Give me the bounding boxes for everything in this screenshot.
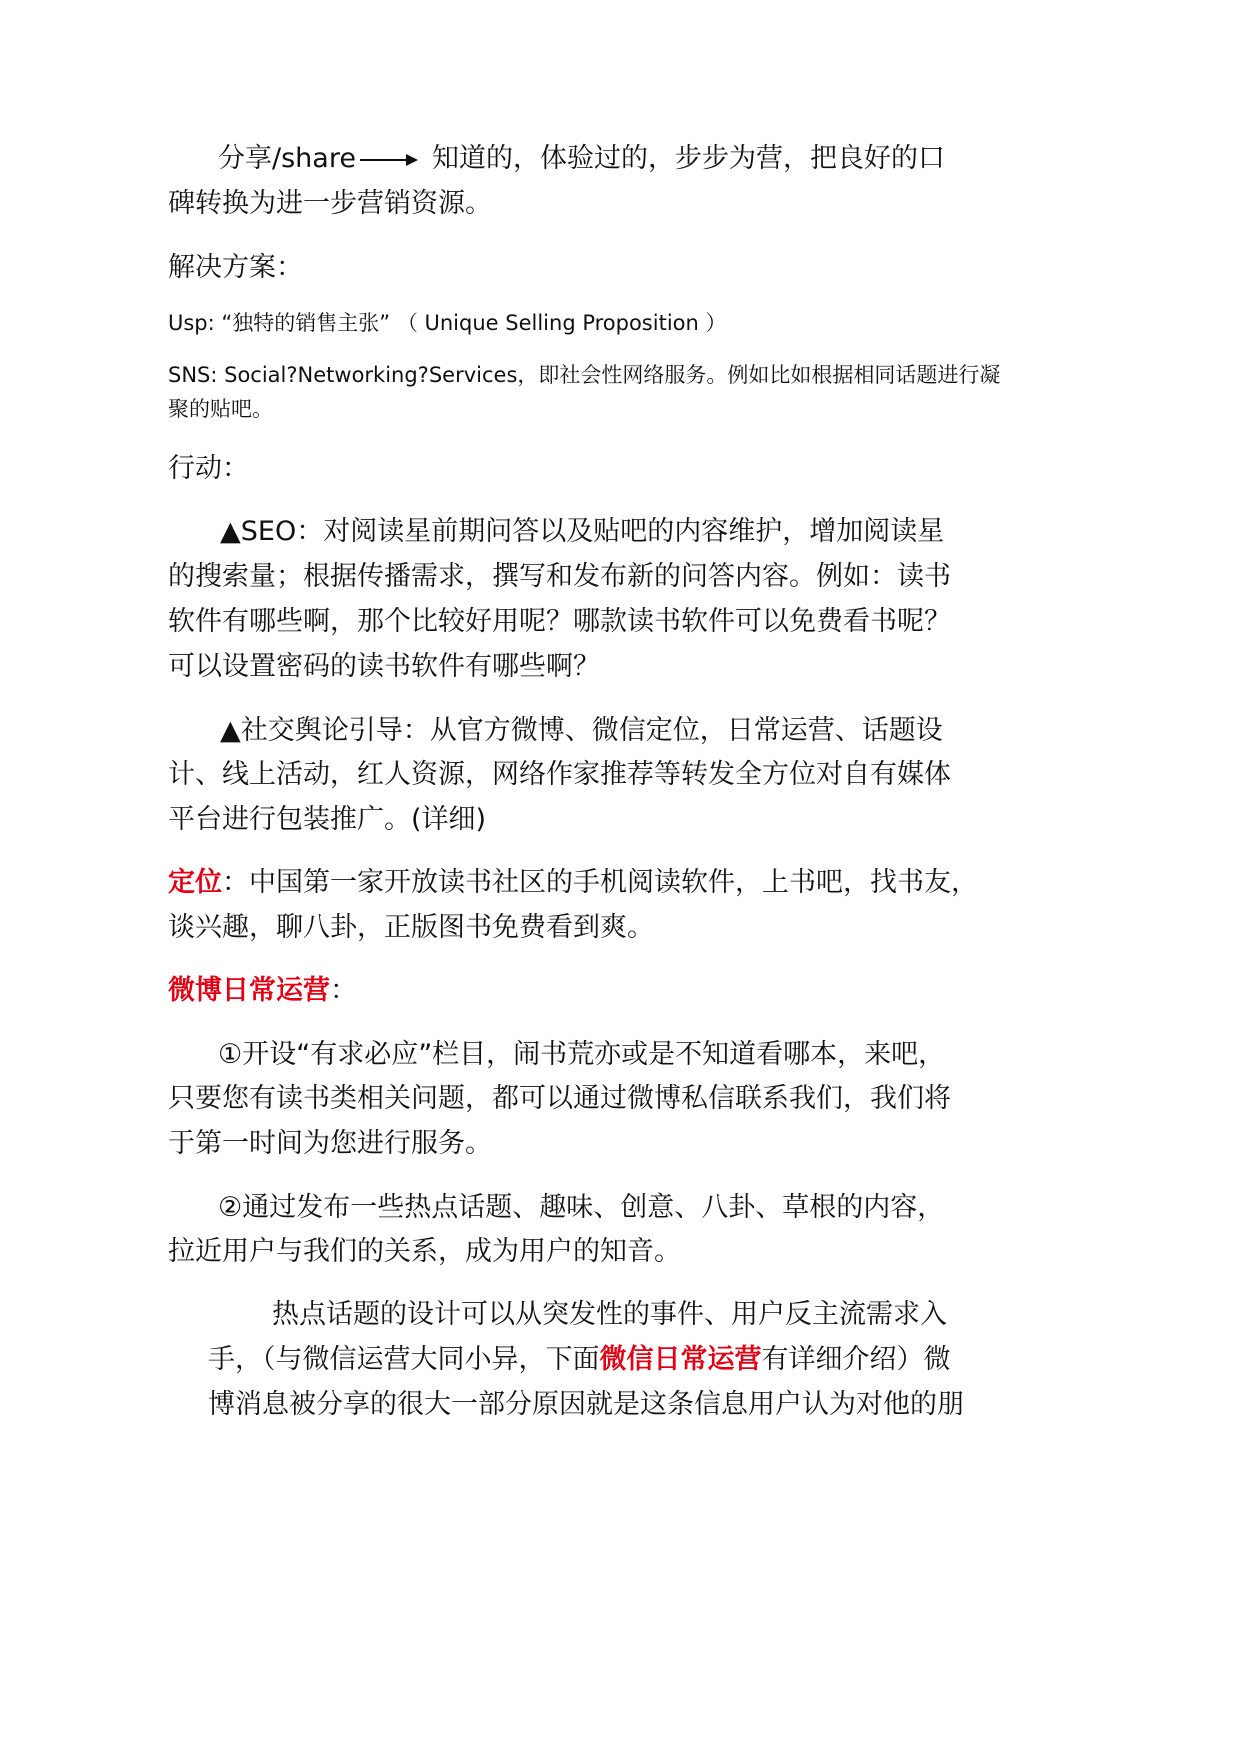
positioning-text: ：中国第一家开放读书社区的手机阅读软件，上书吧，找书友， bbox=[222, 867, 978, 898]
share-label: 分享/share bbox=[218, 143, 356, 174]
positioning-line-2: 谈兴趣，聊八卦，正版图书免费看到爽。 bbox=[168, 912, 654, 943]
share-text: 知道的，体验过的，步步为营，把良好的口 bbox=[431, 143, 945, 174]
social-line-2: 计、线上活动，红人资源，网络作家推荐等转发全方位对自有媒体 bbox=[168, 759, 951, 790]
social-line-3: 平台进行包装推广。(详细) bbox=[168, 804, 487, 835]
seo-line-2: 的搜索量；根据传播需求，撰写和发布新的问答内容。例如：读书 bbox=[168, 561, 951, 592]
sns-line-1: SNS: Social?Networking?Services，即社会性网络服务。例如比如根据相同话题进行凝 bbox=[168, 363, 1001, 387]
solution-heading: 解决方案： bbox=[168, 252, 303, 283]
weibo-ops-heading bbox=[168, 974, 357, 1008]
weibo-ops-label: 微博日常运营 bbox=[168, 975, 330, 1006]
seo-line-4: 可以设置密码的读书软件有哪些啊？ bbox=[168, 651, 600, 682]
weibo-ops-colon: ： bbox=[330, 975, 357, 1006]
hot-topic-text-after: 有详细介绍）微 bbox=[761, 1344, 951, 1375]
item2-line-1: ②通过发布一些热点话题、趣味、创意、八卦、草根的内容， bbox=[218, 1192, 945, 1223]
hot-topic-text-before: 手，（与微信运营大同小异，下面 bbox=[208, 1344, 600, 1375]
hot-topic-line-1: 热点话题的设计可以从突发性的事件、用户反主流需求入 bbox=[272, 1299, 947, 1330]
usp-line: Usp: “独特的销售主张” （ Unique Selling Proposition ） bbox=[168, 311, 727, 335]
positioning-label: 定位 bbox=[168, 867, 222, 898]
item1-line-1: ①开设“有求必应”栏目，闹书荒亦或是不知道看哪本，来吧， bbox=[218, 1039, 946, 1070]
seo-line-3: 软件有哪些啊，那个比较好用呢？哪款读书软件可以免费看书呢？ bbox=[168, 606, 951, 637]
item2-line-2: 拉近用户与我们的关系，成为用户的知音。 bbox=[168, 1236, 681, 1267]
share-line-2: 碑转换为进一步营销资源。 bbox=[168, 188, 492, 219]
share-line-1 bbox=[218, 142, 945, 176]
hot-topic-line-2 bbox=[208, 1343, 951, 1377]
right-arrow-icon bbox=[360, 150, 418, 170]
sns-line-2: 聚的贴吧。 bbox=[168, 397, 273, 421]
social-line-1: ▲社交舆论引导：从官方微博、微信定位，日常运营、话题设 bbox=[220, 715, 943, 746]
hot-topic-line-3: 博消息被分享的很大一部分原因就是这条信息用户认为对他的朋 bbox=[208, 1389, 964, 1420]
seo-line-1: ▲SEO：对阅读星前期问答以及贴吧的内容维护，增加阅读星 bbox=[220, 516, 945, 547]
positioning-line-1 bbox=[168, 866, 978, 900]
wechat-ops-reference: 微信日常运营 bbox=[599, 1344, 762, 1375]
item1-line-3: 于第一时间为您进行服务。 bbox=[168, 1128, 492, 1159]
item1-line-2: 只要您有读书类相关问题，都可以通过微博私信联系我们，我们将 bbox=[168, 1083, 951, 1114]
action-heading: 行动： bbox=[168, 453, 249, 484]
